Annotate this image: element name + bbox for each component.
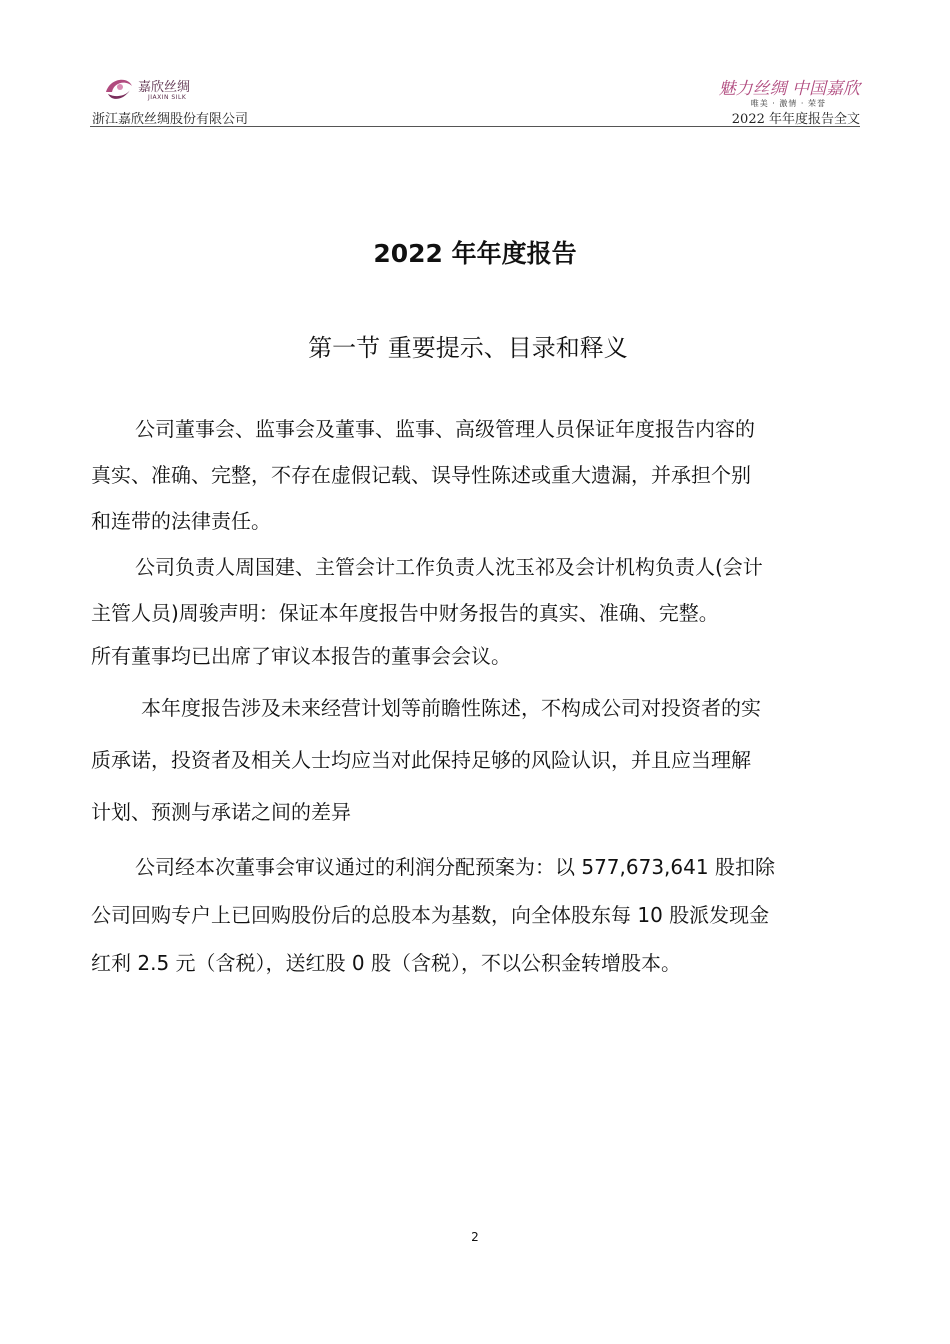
paragraph-line: 公司回购专户上已回购股份后的总股本为基数，向全体股东每 10 股派发现金 [91,903,770,927]
paragraph-line: 主管人员)周骏声明：保证本年度报告中财务报告的真实、准确、完整。 [91,601,719,625]
paragraph-line: 所有董事均已出席了审议本报告的董事会会议。 [91,644,511,668]
header-divider [90,126,860,127]
paragraph-line: 本年度报告涉及未来经营计划等前瞻性陈述，不构成公司对投资者的实 [141,696,761,720]
header-slogan-sub: 唯美 · 激情 · 荣誉 [750,99,826,108]
paragraph-responsible-persons [91,544,851,676]
company-name: 浙江嘉欣丝绸股份有限公司 [92,112,249,127]
paragraph-line: 和连带的法律责任。 [91,509,271,533]
paragraph-line: 真实、准确、完整，不存在虚假记载、误导性陈述或重大遗漏，并承担个别 [91,463,751,487]
paragraph-board-guarantee [91,406,851,544]
header-slogan: 魅力丝绸 中国嘉欣 [718,79,860,99]
company-logo [102,70,212,108]
paragraph-line: 公司经本次董事会审议通过的利润分配预案为：以 577,673,641 股扣除 [135,855,775,879]
page-number: 2 [471,1230,479,1244]
paragraph-line: 质承诺，投资者及相关人士均应当对此保持足够的风险认识，并且应当理解 [91,748,751,772]
document-title: 2022 年年度报告 [373,239,577,268]
logo-subtext: JIAXIN SILK [148,94,187,101]
paragraph-forward-looking [91,682,851,838]
logo-swirl-icon [102,70,136,104]
report-name: 2022 年年度报告全文 [731,112,860,127]
paragraph-line: 红利 2.5 元（含税），送红股 0 股（含税），不以公积金转增股本。 [91,951,681,975]
paragraph-line: 计划、预测与承诺之间的差异 [91,800,351,824]
paragraph-line: 公司负责人周国建、主管会计工作负责人沈玉祁及会计机构负责人(会计 [135,555,763,579]
paragraph-profit-distribution [91,843,851,987]
logo-text: 嘉欣丝绸 [138,80,191,95]
page-header [90,70,860,128]
section-title: 第一节 重要提示、目录和释义 [308,334,628,362]
paragraph-line: 公司董事会、监事会及董事、监事、高级管理人员保证年度报告内容的 [135,417,755,441]
